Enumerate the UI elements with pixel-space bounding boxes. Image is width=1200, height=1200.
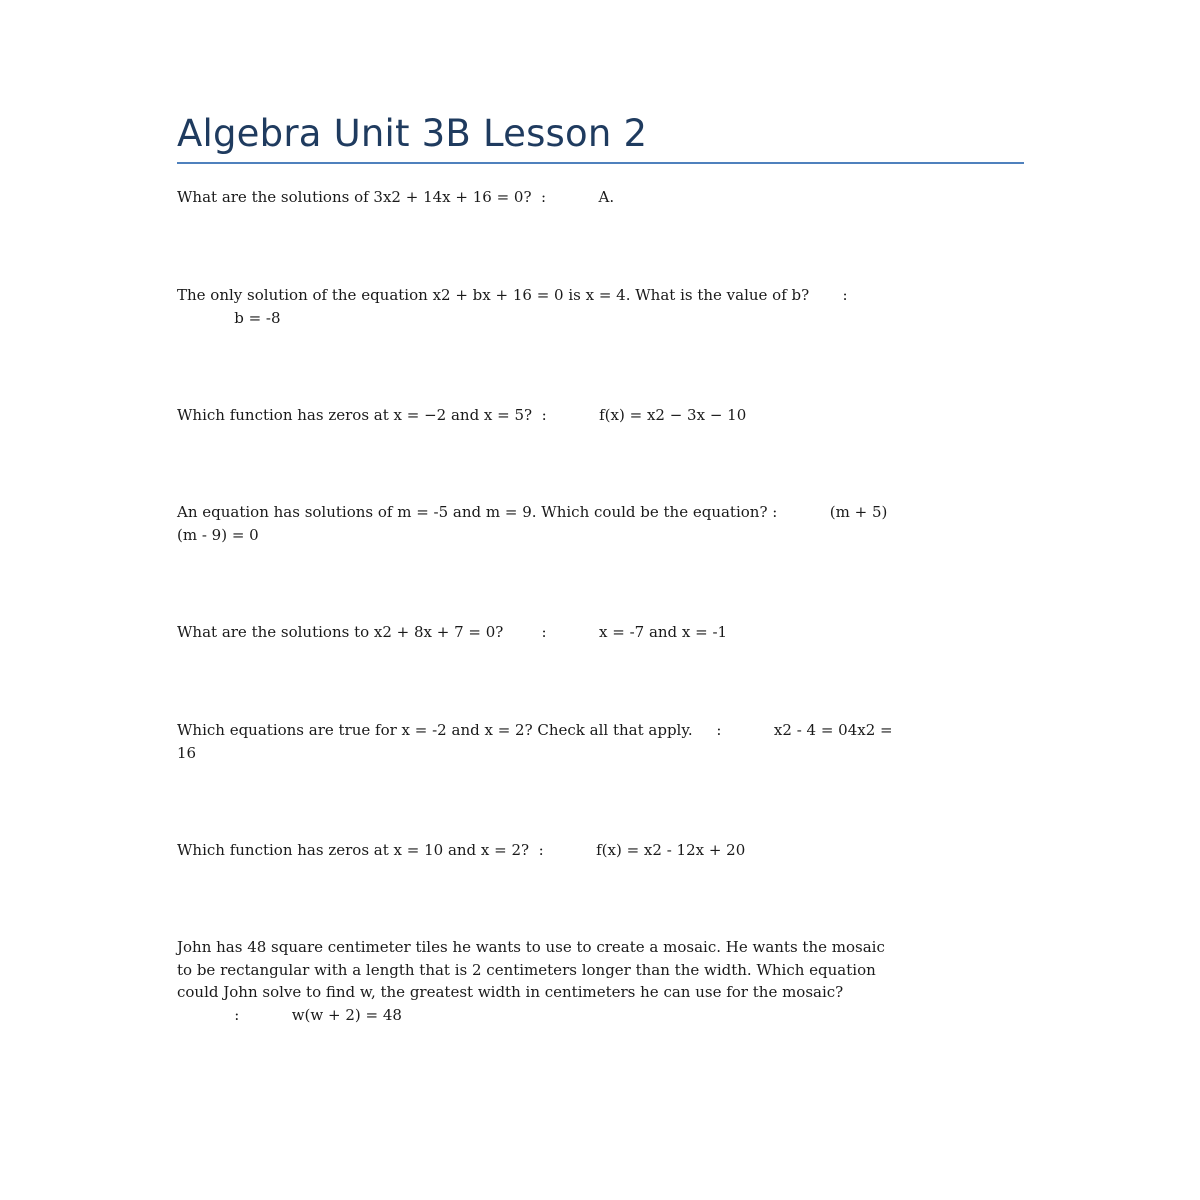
title-underline <box>177 162 1024 164</box>
question-7: Which function has zeros at x = 10 and x = 2? : f(x) = x2 - 12x + 20 <box>177 841 746 859</box>
page-title: Algebra Unit 3B Lesson 2 <box>177 112 648 155</box>
question-3: Which function has zeros at x = −2 and x = 5? : f(x) = x2 − 3x − 10 <box>177 406 747 424</box>
question-1: What are the solutions of 3x2 + 14x + 16 = 0? : A. <box>177 188 615 206</box>
question-6: Which equations are true for x = -2 and x = 2? Check all that apply. : x2 - 4 = 04x2 = 16 <box>177 721 893 762</box>
question-5: What are the solutions to x2 + 8x + 7 = 0? : x = -7 and x = -1 <box>177 623 728 641</box>
question-4: An equation has solutions of m = -5 and m = 9. Which could be the equation? : (m + 5) (m - 9) = 0 <box>177 503 888 544</box>
question-8: John has 48 square centimeter tiles he wants to use to create a mosaic. He wants the mosaic to be rectangular with a length that is 2 centimeters longer than the width. Which equation could John solve to find w, the greatest width in centimeters he can use for the mosaic? : w(w + 2) = 48 <box>177 938 885 1024</box>
question-2: The only solution of the equation x2 + bx + 16 = 0 is x = 4. What is the value of b? : b = -8 <box>177 286 848 327</box>
